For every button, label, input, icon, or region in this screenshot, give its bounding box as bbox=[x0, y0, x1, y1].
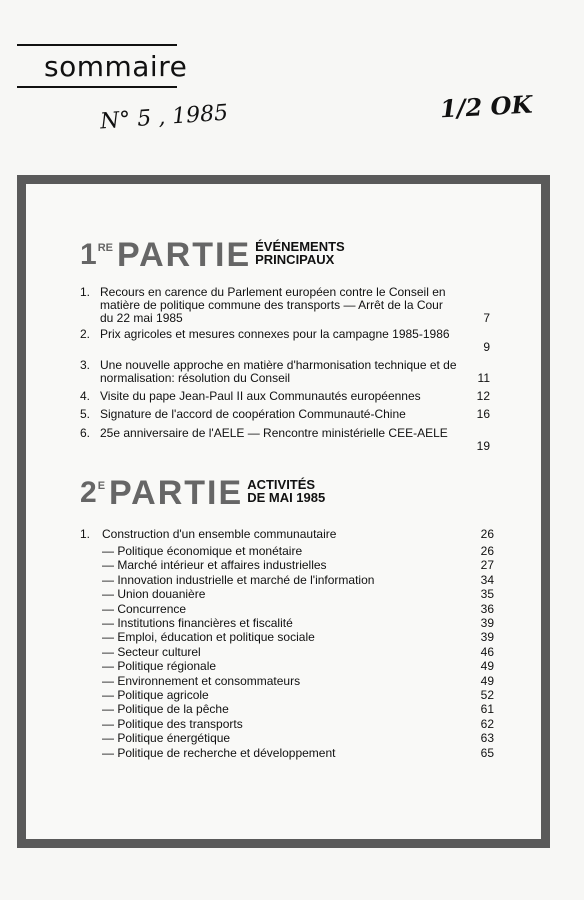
list-item bbox=[102, 675, 494, 688]
item-page: 62 bbox=[480, 716, 494, 731]
item-title: — Institutions financières et fiscalité bbox=[102, 616, 293, 630]
item-title: Visite du pape Jean-Paul II aux Communautés européennes bbox=[100, 389, 421, 403]
item-title: — Politique de la pêche bbox=[102, 702, 229, 717]
item-page: 49 bbox=[480, 659, 494, 674]
list-item bbox=[102, 617, 494, 630]
item-page: 49 bbox=[480, 673, 494, 688]
list-item bbox=[102, 545, 494, 558]
item-title: Construction d'un ensemble communautaire bbox=[102, 527, 337, 541]
item-title: — Innovation industrielle et marché de l'information bbox=[102, 572, 375, 587]
list-item bbox=[102, 718, 494, 731]
part1-heading bbox=[80, 236, 345, 274]
item-page: 52 bbox=[480, 688, 494, 702]
item-page: 19 bbox=[476, 439, 490, 453]
item-title: — Emploi, éducation et politique sociale bbox=[102, 630, 315, 645]
item-title: — Politique régionale bbox=[102, 659, 217, 674]
part1-subtitle bbox=[255, 240, 345, 266]
item-title: — Concurrence bbox=[102, 601, 187, 616]
item-title: Prix agricoles et mesures connexes pour la campagne 1985-1986 bbox=[100, 327, 450, 341]
list-item bbox=[102, 574, 494, 587]
list-item bbox=[102, 703, 494, 716]
item-title: — Politique énergétique bbox=[102, 731, 231, 746]
item-page: 36 bbox=[480, 601, 494, 616]
part2-subtitle-line1: ACTIVITÉS bbox=[247, 477, 316, 492]
part2-word: PARTIE bbox=[109, 474, 244, 512]
item-number: 1. bbox=[80, 285, 91, 299]
list-item bbox=[80, 408, 500, 421]
list-item bbox=[102, 747, 494, 760]
part1-ordinal: RE bbox=[97, 242, 113, 254]
part1-word: PARTIE bbox=[116, 236, 252, 274]
item-title: — Politique des transports bbox=[102, 716, 243, 731]
list-item bbox=[102, 588, 494, 601]
part1-number: 1 bbox=[80, 238, 98, 271]
list-item bbox=[80, 427, 500, 453]
handwritten-issue-note: N° 5 , 1985 bbox=[99, 100, 229, 135]
section-item bbox=[80, 528, 494, 541]
item-page: 26 bbox=[480, 527, 494, 541]
page-title: sommaire bbox=[44, 50, 188, 83]
item-title: — Environnement et consommateurs bbox=[102, 673, 301, 688]
item-title: 25e anniversaire de l'AELE — Rencontre ministérielle CEE-AELE bbox=[100, 426, 448, 440]
part2-number: 2 bbox=[80, 476, 98, 509]
item-page: 35 bbox=[480, 587, 494, 602]
list-item bbox=[102, 559, 494, 572]
list-item bbox=[102, 689, 494, 702]
list-item bbox=[80, 359, 500, 385]
item-page: 11 bbox=[477, 371, 490, 385]
item-title: — Politique économique et monétaire bbox=[102, 544, 303, 558]
item-page: 34 bbox=[480, 572, 494, 587]
part2-subtitle-line2: DE MAI 1985 bbox=[247, 490, 326, 505]
item-page: 12 bbox=[476, 389, 490, 403]
item-number: 6. bbox=[80, 426, 91, 440]
item-page: 16 bbox=[476, 407, 490, 421]
item-title: — Politique agricole bbox=[102, 688, 209, 702]
item-page: 46 bbox=[480, 644, 494, 659]
item-page: 27 bbox=[480, 558, 494, 573]
part1-subtitle-line2: PRINCIPAUX bbox=[255, 252, 335, 267]
item-title: — Union douanière bbox=[102, 587, 206, 602]
top-rule bbox=[17, 44, 177, 46]
item-title: Une nouvelle approche en matière d'harmonisation technique et de normalisation: résolution du Conseil bbox=[100, 358, 457, 385]
handwritten-ok-note: 1/2 OK bbox=[439, 89, 533, 124]
item-page: 9 bbox=[483, 340, 490, 354]
item-number: 3. bbox=[80, 358, 91, 372]
item-title: — Politique de recherche et développement bbox=[102, 745, 336, 760]
item-title: Recours en carence du Parlement européen contre le Conseil en matière de politique commune des transports — Arrêt de la Cour du 22 mai 1985 bbox=[100, 285, 446, 325]
item-number: 1. bbox=[80, 527, 91, 541]
item-title: — Secteur culturel bbox=[102, 644, 201, 659]
item-page: 39 bbox=[480, 630, 494, 645]
list-item bbox=[80, 286, 500, 325]
item-number: 2. bbox=[80, 327, 91, 341]
part2-ordinal: E bbox=[97, 480, 106, 492]
item-page: 65 bbox=[480, 745, 494, 760]
part2-heading bbox=[80, 474, 326, 512]
part1-subtitle-line1: ÉVÉNEMENTS bbox=[255, 239, 345, 254]
item-page: 63 bbox=[480, 731, 494, 746]
bottom-rule bbox=[17, 86, 177, 88]
item-page: 26 bbox=[480, 544, 494, 558]
item-number: 4. bbox=[80, 389, 91, 403]
item-page: 61 bbox=[480, 702, 494, 717]
item-page: 39 bbox=[480, 616, 494, 630]
item-page: 7 bbox=[483, 311, 490, 325]
item-number: 5. bbox=[80, 407, 91, 421]
list-item bbox=[80, 390, 500, 403]
list-item bbox=[102, 646, 494, 659]
list-item bbox=[102, 732, 494, 745]
list-item bbox=[80, 328, 500, 354]
part2-subtitle bbox=[247, 478, 325, 504]
list-item bbox=[102, 660, 494, 673]
item-title: Signature de l'accord de coopération Communauté-Chine bbox=[100, 407, 406, 421]
list-item bbox=[102, 631, 494, 644]
item-title: — Marché intérieur et affaires industrielles bbox=[102, 558, 327, 573]
list-item bbox=[102, 603, 494, 616]
